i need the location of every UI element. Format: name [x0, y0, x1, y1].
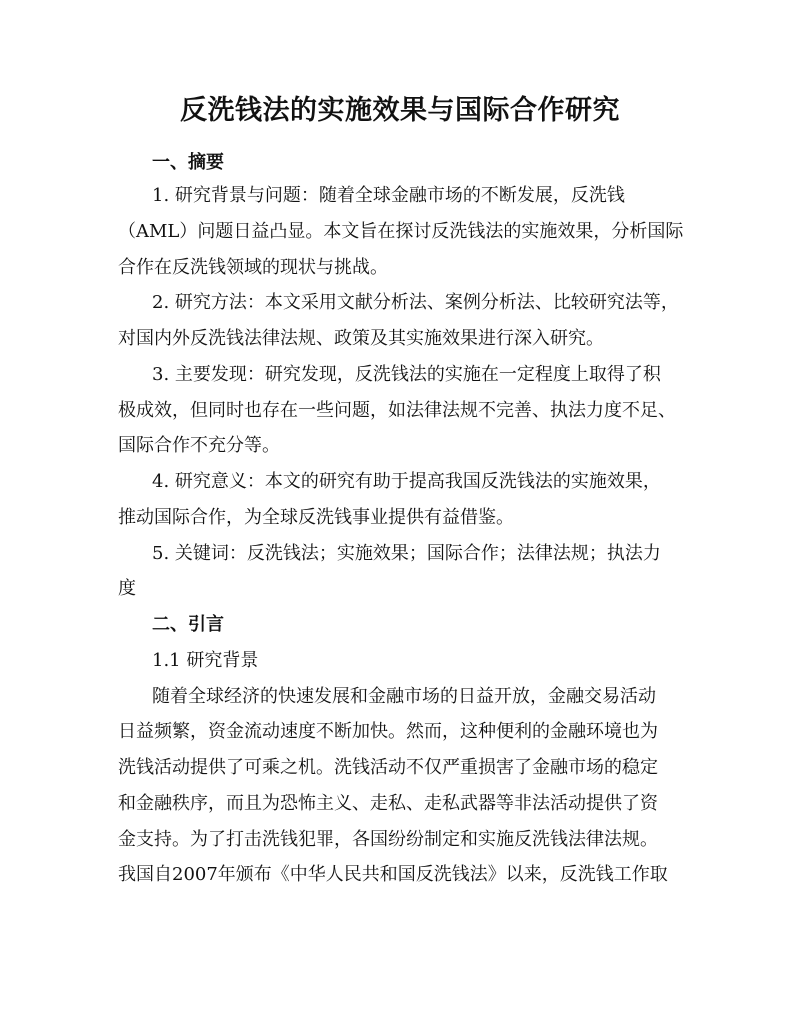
abstract-line: 推动国际合作，为全球反洗钱事业提供有益借鉴。 — [118, 507, 514, 528]
abstract-line: 极成效，但同时也存在一些问题，如法律法规不完善、执法力度不足、 — [118, 400, 676, 421]
document-title: 反洗钱法的实施效果与国际合作研究 — [180, 95, 620, 126]
intro-line: 我国自2007年颁布《中华人民共和国反洗钱法》以来，反洗钱工作取 — [118, 864, 668, 885]
intro-line: 日益频繁，资金流动速度不断加快。然而，这种便利的金融环境也为 — [118, 721, 658, 742]
intro-line: 随着全球经济的快速发展和金融市场的日益开放，金融交易活动 — [152, 686, 656, 707]
intro-subheading: 1.1 研究背景 — [152, 650, 259, 671]
intro-line: 金支持。为了打击洗钱犯罪，各国纷纷制定和实施反洗钱法律法规。 — [118, 829, 658, 850]
abstract-heading: 一、摘要 — [152, 152, 224, 173]
abstract-line: 2. 研究方法：本文采用文献分析法、案例分析法、比较研究法等， — [152, 292, 679, 313]
abstract-line: （AML）问题日益凸显。本文旨在探讨反洗钱法的实施效果，分析国际 — [118, 221, 684, 242]
abstract-line: 合作在反洗钱领域的现状与挑战。 — [118, 257, 388, 278]
intro-line: 洗钱活动提供了可乘之机。洗钱活动不仅严重损害了金融市场的稳定 — [118, 757, 658, 778]
abstract-line: 国际合作不充分等。 — [118, 435, 280, 456]
intro-heading: 二、引言 — [152, 614, 224, 635]
abstract-line: 3. 主要发现：研究发现，反洗钱法的实施在一定程度上取得了积 — [152, 364, 661, 385]
abstract-line: 度 — [118, 578, 136, 599]
abstract-line: 5. 关键词：反洗钱法；实施效果；国际合作；法律法规；执法力 — [152, 543, 661, 564]
intro-line: 和金融秩序，而且为恐怖主义、走私、走私武器等非法活动提供了资 — [118, 793, 658, 814]
abstract-line: 4. 研究意义：本文的研究有助于提高我国反洗钱法的实施效果， — [152, 471, 661, 492]
abstract-line: 1. 研究背景与问题：随着全球金融市场的不断发展，反洗钱 — [152, 185, 625, 206]
abstract-line: 对国内外反洗钱法律法规、政策及其实施效果进行深入研究。 — [118, 328, 604, 349]
